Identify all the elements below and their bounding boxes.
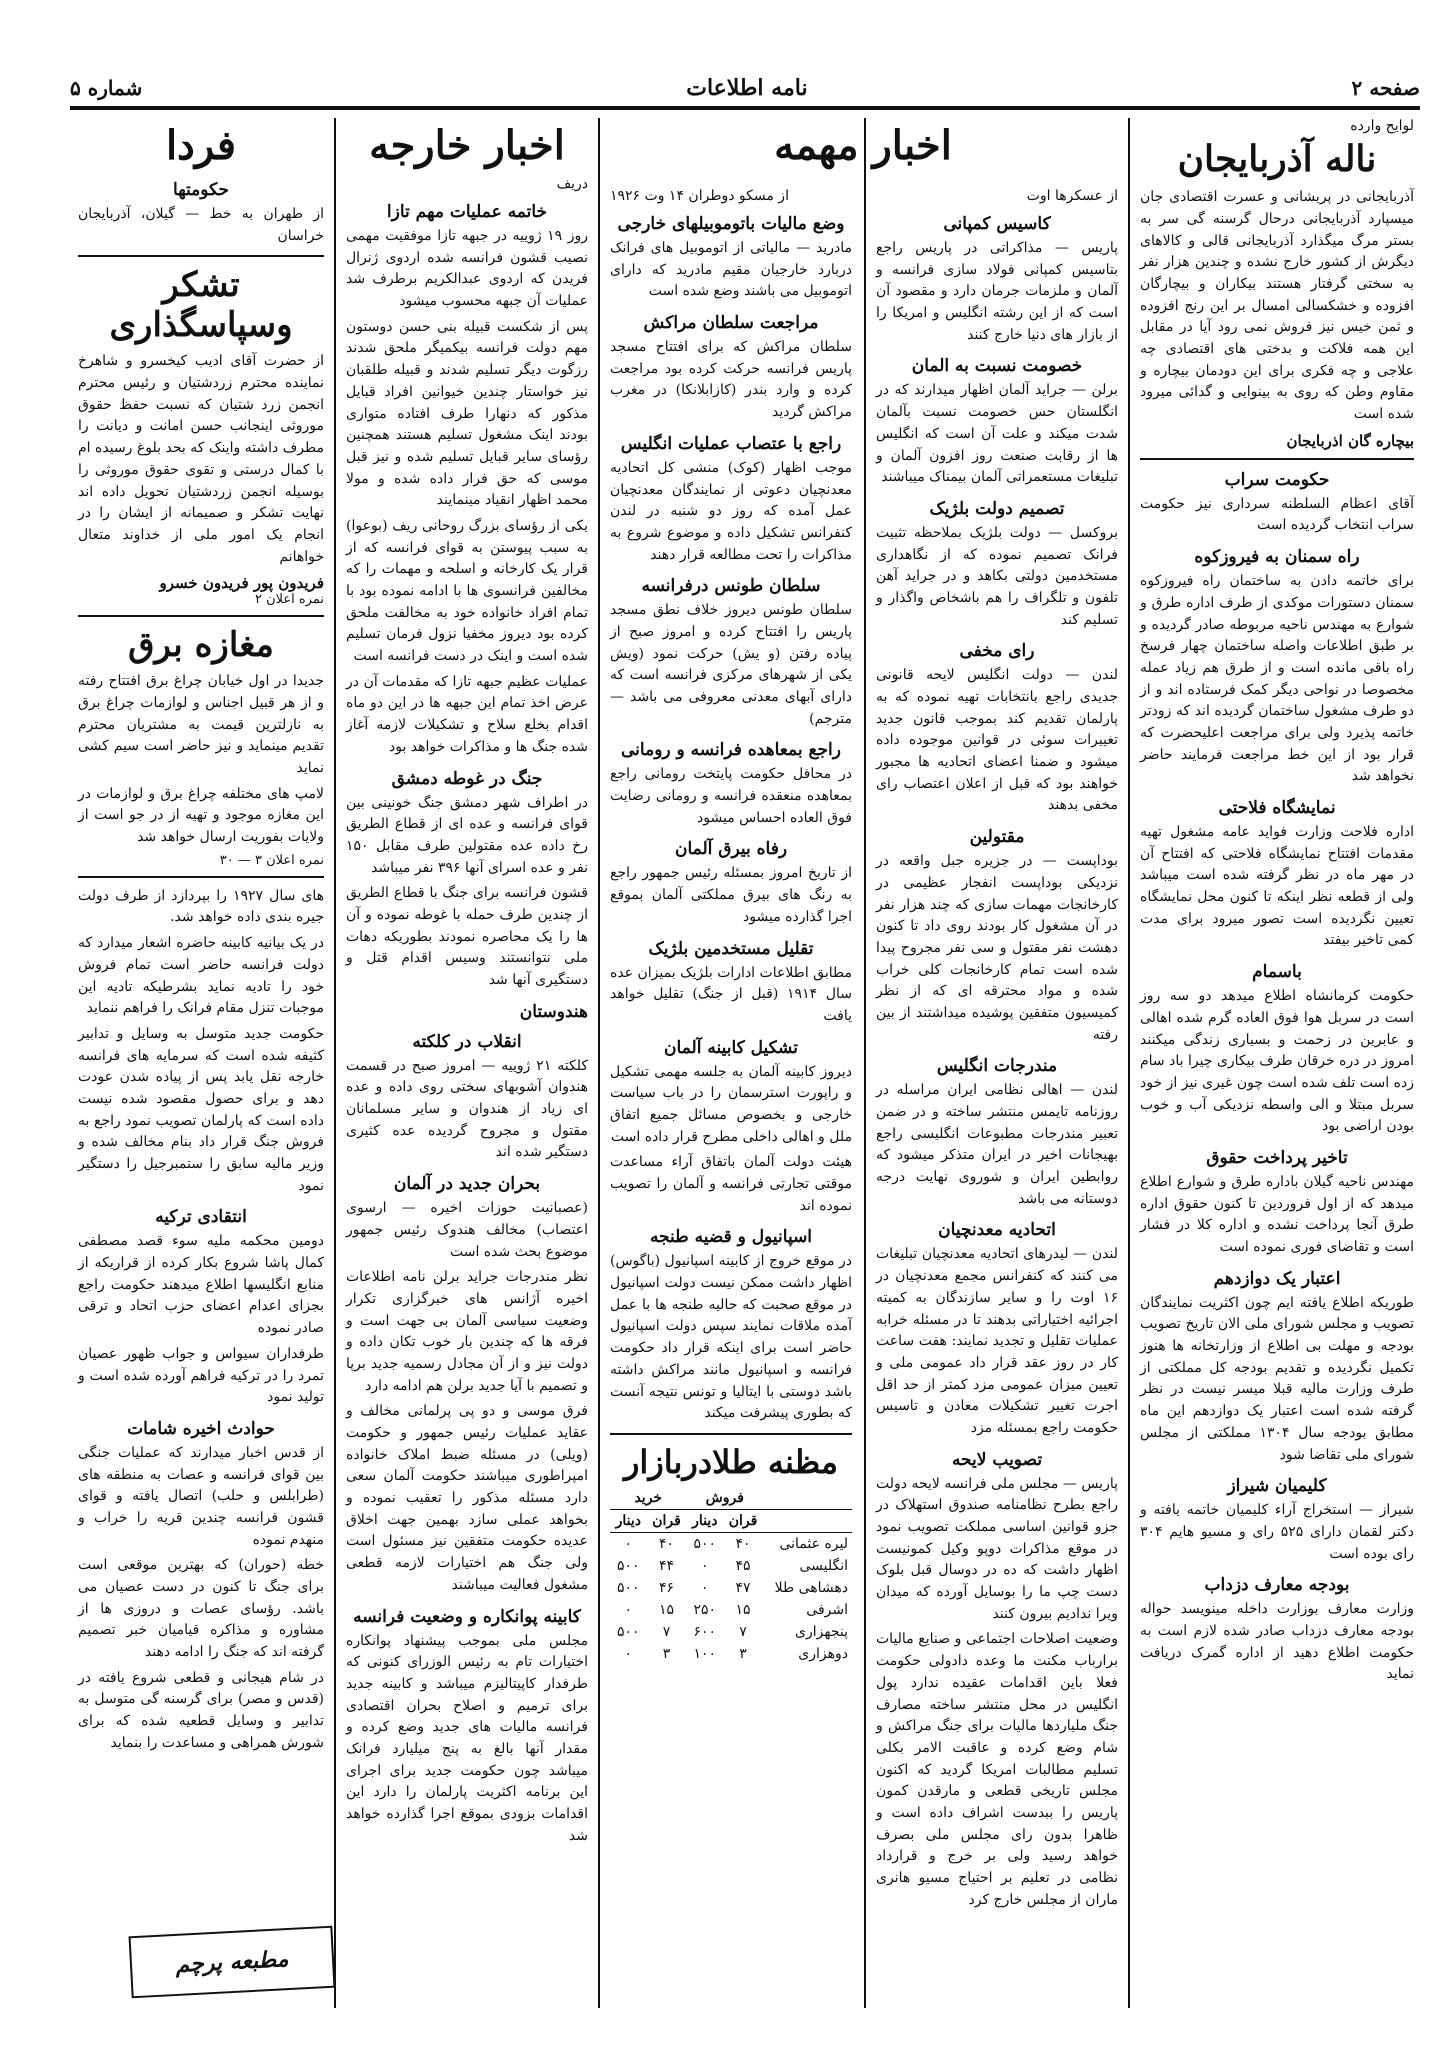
sell-dinar: ۱۰۰ (693, 1645, 717, 1662)
item-body: وزارت معارف بوزارت داخله مینویسد حواله بودجه معارف دزداب صادر شده لازم است به حکومت اطلاع دهید از اداره گمرک دریافت نماید (1140, 1601, 1414, 1683)
sell-qran: ۴۵ (735, 1557, 751, 1574)
gold-col-dinar: دینار (687, 1509, 724, 1532)
item-heading: اعتبار یک دوازدهم (1213, 1268, 1341, 1289)
table-row (610, 1555, 852, 1577)
buy-qran: ۴۰ (659, 1535, 675, 1552)
column-rule (864, 118, 866, 2008)
item-heading: تقلیل مستخدمین بلژیک (648, 938, 814, 959)
item-body: حکومت جدید متوسل به وسایل و تدابیر کثیفه شده است که سرمایه های فرانسه خارجه نقل یابد پس از پیاده شدن عودت دهد و برای حصول مقصود شده نیست داده است که پارلمان تصویب نمود راجع به فروش جنگ قرار داد بنام مخالف شده و وزیر مالیه سابق را ستمبرجیل را دستگیر نمود (78, 1025, 324, 1194)
gold-col-blank (763, 1487, 852, 1510)
divider (610, 1433, 852, 1435)
item-body: طرفداران سیواس و جواب ظهور عصیان تمرد را در ترکیه فراهم آورده شده است و تولید نمود (78, 1345, 324, 1406)
gold-table-group-header (610, 1487, 852, 1510)
item-heading: جنگ در غوطه دمشق (391, 768, 543, 789)
headline-important-news: اخبار مهمه (774, 122, 952, 169)
item-body: برلن — جراید آلمان اظهار میدارند که در انگلستان حس خصومت نسبت بآلمان شدت میکند و علت آن است که انگلیس ها از رقابت صنعت روز افزون آلمان و تبلیغات مستعمراتی آلمان بیمناک میباشند (876, 382, 1118, 486)
gold-table-header (610, 1509, 852, 1532)
item-body: لندن — دولت انگلیس لایحه قانونی جدیدی راجع بانتخابات تهیه نموده که به پارلمان تقدیم کند بموجب قانون جدید تغییرات سوئی در قوانین موجوده داده میشود و ضمنا اعضای اتحادیه ها مجبور خواهند بود که قبل از اعلان اعتصاب رای مخفی بدهند (876, 667, 1118, 814)
item-heading: تصویب لایحه (951, 1449, 1043, 1470)
buy-dinar: ۵۰۰ (616, 1623, 640, 1640)
item-body: مجلس ملی بموجب پیشنهاد پوانکاره اختیارات تام به رئیس الوزرای کنونی که طرفدار کاپیتالیزم میباشد و کابینه جدید برای ترمیم و اصلاح بحران اقتصادی فرانسه مالیات های جدید وضع کرده و مقدار آنها بالغ به پنج میلیارد فرانک میباشد چون حکومت جدید برای اجرای این برنامه اکثریت پارلمان را دارد این اقدامات بزودی بموقع اجرا گذارده خواهد شد (346, 1632, 588, 1844)
column-foreign-news (338, 118, 596, 2008)
buy-qran: ۴۶ (659, 1579, 675, 1596)
gold-col-blank (763, 1509, 852, 1532)
item-body: در یک بیانیه کابینه حاضره اشعار میدارد که دولت فرانسه حاضر است تمام فروش خود را تادیه نماید بشرطیکه تادیه این موجبات تنزل مقام فرانک را فراهم ننماید (78, 935, 324, 1017)
important-news-header (600, 118, 1126, 188)
item-heading: حوادث اخیره شامات (127, 1418, 275, 1439)
item-body: از تاریخ امروز بمسئله رئیس جمهور راجع به رنگ های بیرق مملکتی آلمان بموقع اجرا گذارده میشود (610, 865, 852, 925)
item-body: (عصبانیت حوزات اخیره — ارسوی اعتصاب) مخالف هندوک رئیس جمهور موضوع بحث شده است (346, 1200, 588, 1260)
item-heading: بودجه معارف دزداب (1204, 1575, 1350, 1596)
item-body: خطه (حوران) که بهترین موقعی است برای جنگ تا کنون در دست عصیان می باشد. رؤسای عصات و دروزی ها از مشاوره و مذاکره قیامیان خبر تصمیم گرفته اند که جنگ را ادامه دهند (78, 1557, 324, 1661)
item-heading: تصمیم دولت بلژیک (929, 498, 1065, 519)
signature: بیچاره گان اذربایجان (1286, 431, 1414, 450)
item-heading: انتقادی ترکیه (155, 1207, 247, 1228)
buy-dinar: ۰ (624, 1535, 633, 1552)
item-body: پاریس — مذاکراتی در پاریس راجع بتاسیس کمپانی فولاد سازی فرانسه و آلمان و ملزمات جرمان دارد و مقصود آن است که از این رشته انگلیس و امریکا را از بازار های دنیا خارج کنند (876, 240, 1118, 343)
column-rule (1128, 118, 1130, 2008)
item-body: از قدس اخبار میدارند که عملیات جنگی بین قوای فرانسه و عصات به منطقه های (طرابلس و حلب) اتصال یافته و قوای قشون فرانسه چندین قریه را خراب و منهدم نموده (78, 1444, 324, 1548)
item-heading: هندوستان (519, 1001, 588, 1022)
item-heading: کاسیس کمپانی (943, 214, 1051, 234)
headline-azerbaijan: ناله آذربایجان (1177, 138, 1377, 180)
printer-stamp: مطبعه پرچم (129, 1926, 336, 1999)
coin-name: اشرفی (806, 1601, 848, 1618)
headline-tomorrow: فردا (165, 122, 237, 169)
ad-signature: فریدون پور فریدون خسرو (159, 574, 324, 593)
table-row (610, 1621, 852, 1643)
item-heading: باسمام (1252, 962, 1302, 983)
item-heading: مندرجات انگلیس (936, 1056, 1058, 1077)
item-body: مادرید — مالیاتی از اتوموبیل های فرانک دربارد خارجیان مقیم مادرید که دارای اتوموبیل می باشند وضع شده است (610, 240, 852, 300)
item-body: هیئت دولت آلمان باتفاق آراء مساعدت موقتی تجارتی فرانسه و آلمان را تصویب نموده اند (610, 1154, 852, 1214)
ad-electric-shop-body: لامپ های مختلفه چراغ برق و لوازمات در این مغازه موجود و تهیه از در جو است از ولایات بفوریت ارسال خواهد شد (78, 785, 324, 846)
column-azerbaijan (1132, 118, 1422, 2008)
item-body: های سال ۱۹۲۷ را بپردازد از طرف دولت جیره بندی داده خواهد شد. (78, 887, 324, 926)
item-heading: بحران جدید در آلمان (393, 1174, 541, 1195)
item-heading: راه سمنان به فیروزکوه (1194, 547, 1360, 568)
coin-name: دوهزاری (798, 1645, 848, 1662)
column-left (70, 118, 332, 2008)
item-heading: خصومت نسبت به المان (911, 356, 1083, 377)
item-heading: حکومتها (173, 180, 229, 200)
divider (78, 615, 324, 617)
item-heading: تشکیل کابینه آلمان (664, 1037, 798, 1058)
item-heading: سلطان طونس درفرانسه (641, 576, 821, 597)
item-body: لندن — لیدرهای اتحادیه معدنچیان تبلیغات می کنند که کنفرانس مجمع معدنچیان در ۱۶ اوت را و سایر سازندگان به کمیته اجرائیه اختیاراتی بدهند تا در مسئله خرابه عملیات تقلیل و تجدید نمایند: هفت ساعت کار در روز عقد قرار داد عمومی ملی و تعیین میزان عمومی مزد کمتر از حد اقل اجرت تغییر تشکیلات معادن و تاسیس حکومت راجع بمسئله مزد (876, 1246, 1118, 1436)
item-heading: کابینه پوانکاره و وضعیت فرانسه (353, 1606, 581, 1627)
item-body: در شام هیجانی و قطعی شروع یافته در (قدس و مصر) برای گرسنه گی متوسل به تدابیر و وسایل قطعیه شده که برای شورش همراهی و مساعدت را بنماید (78, 1669, 324, 1751)
item-body: بروکسل — دولت بلژیک بملاحظه تثبیت فرانک تصمیم نموده که از نگاهداری مستخدمین دولتی بکاهد و در جراید آهن تلفون و تلگراف را هم باشخاص واگذار و تسلیم کند (876, 524, 1118, 628)
item-heading: مراجعت سلطان مراکش (643, 313, 819, 334)
item-body: سلطان طونس دیروز خلاف نطق مسجد پاریس را افتتاح کرده و امروز صبح از پیاده رفتن (و یش) حرکت نمود (ویش یکی از شهرهای مرکزی فرانسه است که دارای آبهای معدنی معروفی می باشد — مترجم) (610, 602, 852, 727)
item-body: کلکته ۲۱ ژوییه — امروز صبح در قسمت هندوان آشوبهای سختی روی داده و عده ای زیاد از هندوان و سایر مسلمانان مقتول و مجروح گردیده عده کثیری دستگیر شده اند (346, 1057, 588, 1161)
item-heading: مقتولین (969, 827, 1025, 848)
item-body: مهندس ناحیه گیلان باداره طرق و شوارع اطلاع میدهد که از اول فروردین تا کنون حقوق اداره طرق آنجا پرداخت نشده و اداره کلا در فشار است و تقاضای فوری نموده است (1140, 1173, 1414, 1255)
ad-thanks-body: از حضرت آقای ادیب کیخسرو و شاهرخ نماینده محترم زردشتیان و رئیس محترم انجمن زرد شتیان که نسبت حفظ حقوق موروثی اینجانب حسن امانت و دیانت را مطرف داشته واینک که بحد بلوغ رسیده ام با کمال درستی و تقوی حقوق موروثی را بوسیله انجمن زردشتیان تحویل داده اند نهایت تشکر و صمیمانه از ایشان را در انجام یک امور ملی از خداوند متعال خواهانم (78, 353, 324, 565)
sell-qran: ۴۰ (735, 1535, 751, 1552)
ad-electric-shop-title: مغازه برق (128, 625, 274, 666)
buy-qran: ۷ (662, 1623, 671, 1640)
item-body: روز ۱۹ ژوییه در جبهه تازا موفقیت مهمی نصیب قشون فرانسه شده اردوی ژنرال فریدن که اردوی عبدالکریم برطرف شد عملیات آن جبهه محسوب میشود (346, 228, 589, 310)
sell-dinar: ۶۰۰ (693, 1623, 717, 1640)
coin-name: پنجهزاری (795, 1623, 848, 1640)
item-body: نظر مندرجات جراید برلن نامه اطلاعات اخیره آژانس های خبرگزاری تکرار وضعیت سیاسی آلمان بی جهت است و فرقه ها که چندین بار خوب تکان داده و دولت نیز و از آن مجادل رسمیه جدید برپا و تصمیم با آیا جدید برلن هم ادامه دارد (346, 1269, 588, 1394)
coin-name: دهشاهی طلا (774, 1579, 848, 1596)
item-body: در موقع خروج از کابینه اسپانیول (باگوس) اظهار داشت ممکن نیست دولت اسپانیول در موقع صحبت که حالیه طنجه ها با عمل آمده ملاقات نمایند سپس دولت اسپانیول حاضر است برای اینکه قرار داد حکومت فرانسه و اسپانیول مانند مراکش داشته باشد دوستی با ایتالیا و تونس نتیجه آنست که بطوری پیشرفت میکند (610, 1253, 852, 1422)
column-rule (598, 118, 600, 2008)
column-news-left (602, 188, 860, 2008)
item-heading: اتحادیه معدنچیان (938, 1220, 1056, 1241)
item-body: از طهران به خط — گیلان، آذربایجان خراسان (78, 206, 324, 244)
coin-name: انگلیسی (799, 1557, 848, 1574)
divider (78, 876, 324, 878)
gold-col-qran: قران (723, 1509, 763, 1532)
buy-qran: ۳ (662, 1645, 671, 1662)
page-number: صفحه ۲ (1351, 76, 1420, 100)
ad-number: نمره اعلان ۳ — ۳۰ (219, 852, 324, 868)
gold-col-buy: خرید (610, 1487, 687, 1510)
ad-electric-shop-body: جدیدا در اول خیابان چراغ برق افتتاح رفته و از هر قبیل اجناس و لوازمات چراغ برق به نازلترین قیمت به مشتریان محترم تقدیم مینماید و نیز حاضر است سیم کشی نماید (78, 673, 324, 776)
item-heading: حکومت سراب (1224, 469, 1330, 490)
item-body: وضعیت اصلاحات اجتماعی و صنایع مالیات برارباب مکنت ما وعده دادولی حکومت فعلا باین اقدامات عقیده ندارد پول انگلیس در محل منتشر ساخته مصارف جنگ ملیاردها مالیات برای جنگ مراکش و شام وضع کرده و عاقبت الامر بکلی تسلیم مطالبات امریکا گردید که اکنون مجلس تاریخی قطعی و مارقدن کمون پاریس را ببدست اشراف داده است و ظاهرا بدون رای مجلس ملی بصرف خواهد رسید ولی بر خرج و قرارداد نظامی در تعلیم بر احتیاج مسیو هانری ماران از مجلس خارج کرد (876, 1631, 1118, 1908)
sell-dinar: ۲۵۰ (693, 1601, 717, 1618)
buy-dinar: ۰ (624, 1601, 633, 1618)
item-body: دومین محکمه ملیه سوء قصد مصطفی کمال پاشا شروع بکار کرده از قراریکه از منابع انگلیسها اطلاع میدهند حکومت راجع بجزای اعدام اعضای حزب اتحاد و ترقی صادر نموده (78, 1233, 324, 1337)
ad-number: نمره اعلان ۲ (254, 592, 324, 608)
dateline: از مسکو دوطران ۱۴ وت ۱۹۲۶ (610, 188, 789, 204)
divider (78, 255, 324, 257)
sell-qran: ۳ (739, 1645, 747, 1662)
gold-col-qran: قران (647, 1509, 687, 1532)
newspaper-name: نامه اطلاعات (686, 75, 808, 101)
item-body: دیروز کابینه آلمان به جلسه مهمی تشکیل و راپورت استرسمان را در باب سیاست خارجی و بخصوص مسائل جمیع اتفاق ملل و اهالی داخلی مطرح قرار داده است (610, 1063, 852, 1145)
table-row (610, 1532, 852, 1555)
article-body: آذربایجانی در پریشانی و عسرت اقتصادی جان میسپارد آذربایجانی درحال گرسنه گی سر به بستر مرگ میگذارد آذربایجانی قالی و کالاهای دیگرش از کشور خارج نشده و چندین هزار نفر به سختی گرفتار هستند بیکاران و بیچارگان افزوده و خشکسالی امسال بر این رنج افزوده و ثمن خیس نیز فروش نمی رود آیا در مقابل این همه فلاکت و بدختی های اقتصادی چه علاجی و چه فکری برای این دودمان بیچاره و مقاوم وطن که روی به بینوایی و گدائی میرود شده است (1140, 189, 1414, 423)
item-body: یکی از رؤسای بزرگ روحانی ریف (بوعوا) به سبب پیوستن به قوای فرانسه که از قرار یک کارخانه و اسلحه و مهمات را که مخالفین فرانسوی ها با ادامه نموده بود با تمام افراد خانواده خود به مخالفت ملحق کرده بود دیروز مخفیا نزول فرمان تسلیم شده است و اینک در دست فرانسه است (346, 517, 588, 665)
buy-dinar: ۵۰۰ (616, 1557, 640, 1574)
table-row (610, 1577, 852, 1599)
headline-foreign-news: اخبار خارجه (369, 122, 565, 169)
item-body: شیراز — استخراج آراء کلیمیان خاتمه یافته و دکتر لقمان دارای ۵۲۵ رای و مسیو هایم ۳۰۴ رای بوده است (1140, 1502, 1414, 1562)
item-heading: نمایشگاه فلاحتی (1218, 798, 1336, 818)
buy-dinar: ۵۰۰ (616, 1579, 640, 1596)
table-row (610, 1599, 852, 1621)
item-heading: خاتمه عملیات مهم تازا (386, 202, 548, 222)
item-heading: رای مخفی (959, 641, 1035, 662)
issue-number: شماره ۵ (70, 76, 143, 100)
column-rule (334, 118, 336, 2008)
item-body: پاریس — مجلس ملی فرانسه لایحه دولت راجع بطرح نظامنامه صندوق استهلاک در جزو قوانین اساسی مملکت تصویب نمود در موقع مذاکرات دوپو وکیل کمونیست اظهار داشت که ده در دوسال قبل بلوک دست چپ ما را بوسایل آورده که میدان ویرا ندادیم بیرون کنند (876, 1475, 1118, 1622)
sell-dinar: ۰ (701, 1579, 709, 1596)
sell-dinar: ۵۰۰ (693, 1535, 717, 1552)
item-body: پس از شکست قبیله بنی حسن دوستون مهم دولت فرانسه بیکمیگر ملحق شدند رزگوت دیگر تسلیم شدند و قبیله طلقبان نیز خواستار چندین خیوانین افراد قبایل مذکور که دنهارا طرف افتاده متواری بودند اینک مشغول تسلیم هستند همچنین رؤسای سایر قبایل تسلیم شده و نیز قبل موسی که حق فرار داده شده و مولا محمد اظهار انقیاد مینمایند (346, 318, 588, 509)
sell-qran: ۴۷ (735, 1579, 751, 1596)
item-heading: وضع مالیات باتوموبیلهای خارجی (617, 214, 845, 234)
item-body: عملیات عظیم جبهه تازا که مقدمات آن در عرض اخذ تمام این جبهه ها در این دو ماه اقدام بخلع سلاح و تشکیلات لازمه آغاز شده جنگ ها و مذاکرات خواهد بود (346, 673, 588, 755)
item-body: بوداپست — در جزیره جبل واقعه در نزدیکی بوداپست انفجار عظیمی در کارخانجات مهمات سازی که چند هزار نفر در آن مشغول کار بودند روی داد تا کنون دهشت نفر مقتول و سی نفر مجروح پیدا شده است تمام کارخانجات کلی خراب شده و مواد محترقه ای که از نظر کمیسیون متفقین پوشیده میداشتند از بین رفته (876, 853, 1118, 1043)
buy-qran: ۱۵ (659, 1601, 675, 1618)
ad-thanks-title: تشکر وسپاسگذاری (109, 265, 293, 346)
item-body: سلطان مراکش که برای افتتاح مسجد پاریس فرانسه حرکت کرده بود مراجعت کرده و وارد بندر (کازابلانکا) در مغرب مراکش گردید (610, 339, 852, 421)
section-tag: دریف (556, 176, 588, 192)
item-heading: اسپانیول و قضیه طنجه (649, 1227, 813, 1248)
item-body: موجب اظهار (کوک) منشی کل اتحادیه معدنچیان دعوتی از نمایندگان معدنچیان عمل آمده که روز دو شنبه در لندن کنفرانس تشکیل داده و موضوع شروع به مذاکرات را تحت مطالعه قرار دهند (610, 459, 852, 563)
item-heading: کلیمیان شیراز (1227, 1476, 1327, 1497)
item-heading: راجع با عتصاب عملیات انگلیس (620, 433, 842, 454)
item-body: قشون فرانسه برای جنگ با قطاع الطریق از چندین طرف حمله با غوطه نموده و آن ها را یک محاصره نمودند بطوریکه دهات ملی نتوانستند وسیس اقدام قتل و دستگیری آنها شد (346, 885, 588, 988)
item-body: اداره فلاحت وزارت فواید عامه مشغول تهیه مقدمات افتتاح نمایشگاه فلاحتی که افتتاح آن در مهر ماه در نظر گرفته شده است میباشد ولی از قطعه نظر اینکه تا کنون محل نمایشگاه تعیین نگردیده است تصور میرود برای مدت کمی تاخیر بیفتد (1140, 824, 1414, 949)
divider (1140, 458, 1414, 460)
sell-qran: ۷ (739, 1623, 747, 1640)
item-body: حکومت کرمانشاه اطلاع میدهد دو سه روز است در سربل هوا فوق العاده گرم شده اهالی و عابرین در زحمت و بسیاری زندگی میکنند امروز در دره خرقان طرف بیکاری چیرا باد سام زده است تلف شده است چون غیری نیز از خود سربل مبتلا و الی واسطه نزدیکی آب و خوب بودن اراضی بود (1140, 988, 1414, 1135)
item-body: لندن — اهالی نظامی ایران مراسله در روزنامه تایمس منتشر ساخته و در ضمن تعبیر مندرجات مطبوعات انگلیسی راجع بهیجانات اخیر در ایران متذکر میشود که روابطین ایران و شوروی نهایت درجه دوستانه می باشد (876, 1082, 1118, 1207)
table-row (610, 1643, 852, 1665)
buy-dinar: ۰ (624, 1645, 633, 1662)
gold-price-table (610, 1487, 852, 1665)
column-news-right (868, 188, 1126, 2008)
item-heading: رفاه بیرق آلمان (674, 839, 788, 860)
item-body: آقای اعظام السلطنه سرداری نیز حکومت سراب انتخاب گردیده است (1140, 495, 1414, 534)
item-body: طوریکه اطلاع یافته ایم چون اکثریت نمایندگان تصویب و مجلس شورای ملی الان تاریخ تصویب بودجه و مهلت بی اطلاع از وزارتخانه ها هنوز تکمیل نگردیده و تقدیم بودجه کل مملکتی از طرف وزارت مالیه قبلا میسر نیست در نظر گرفته شده است اعتبار یک دوازدهم این ماه مطابق بودجه سال ۱۳۰۴ مملکتی از مجلس شورای ملی تقاضا شود (1140, 1294, 1414, 1463)
item-body: مطابق اطلاعات ادارات بلژیک بمیزان عده سال ۱۹۱۴ (قبل از جنگ) تقلیل خواهد یافت (610, 964, 852, 1024)
item-body: فرق موسی و دو پی پرلمانی مخالف و عقاید عملیات رئیس جمهور و حکومت (ویلی) در مسئله ضبط املاک خانواده امپراطوری میباشند حکومت آلمان سعی دارد مسئله مذکور را تعقیب نموده و بخواهد عملی سازد بهمین جهت اخلاق عدیده حکومت متفقین نیز مسئول است ولی جنگ هم اختیارات لازمه قطعی مشغول فعالیت میباشند (346, 1403, 588, 1593)
gold-col-sell: فروش (687, 1487, 764, 1510)
sell-qran: ۱۵ (735, 1601, 751, 1618)
item-body: در محافل حکومت پایتخت رومانی راجع بمعاهده منعقده فرانسه و رومانی رضایت فوق العاده احساس میشود (610, 766, 852, 826)
coin-name: لیره عثمانی (779, 1535, 848, 1552)
dateline: از عسکرها اوت (1026, 188, 1118, 204)
sell-dinar: ۰ (701, 1557, 709, 1574)
item-heading: انقلاب در کلکته (412, 1031, 522, 1052)
buy-qran: ۴۴ (659, 1557, 675, 1574)
item-body: در اطراف شهر دمشق جنگ خونینی بین قوای فرانسه و عده ای از قطاع الطریق رخ داده عده مقتولین طرف مقابل ۱۵۰ نفر و عده اسرای آنها ۳۹۶ نفر میباشد (346, 794, 588, 876)
gold-col-dinar: دینار (610, 1509, 647, 1532)
gold-price-title: مظنه طلادربازار (623, 1442, 839, 1481)
item-body: برای خاتمه دادن به ساختمان راه فیروزکوه سمنان دستورات موکدی از طرف اداره طرق و شوارع به مهندس ناحیه مربوطه صادر گردیده و بر طبق اطلاعات واصله ساختمان چهار فرسخ راه باقی مانده است و از طرق هم زیاد عمله مخصوصا در نواحی دیگر کمک فرستاده اند و از دو طرف مشغول ساختمان گردیده اند که زودتر خاتمه پذیرد ولی برای مراجعت اعلیحضرت که قرار بود از این خط مراجعت فرمایند حاضر نخواهد شد (1140, 573, 1414, 785)
section-tag: لوایح وارده (1350, 118, 1414, 134)
masthead (70, 70, 1420, 110)
item-heading: تاخیر پرداخت حقوق (1206, 1147, 1348, 1168)
item-heading: راجع بمعاهده فرانسه و رومانی (621, 740, 841, 761)
